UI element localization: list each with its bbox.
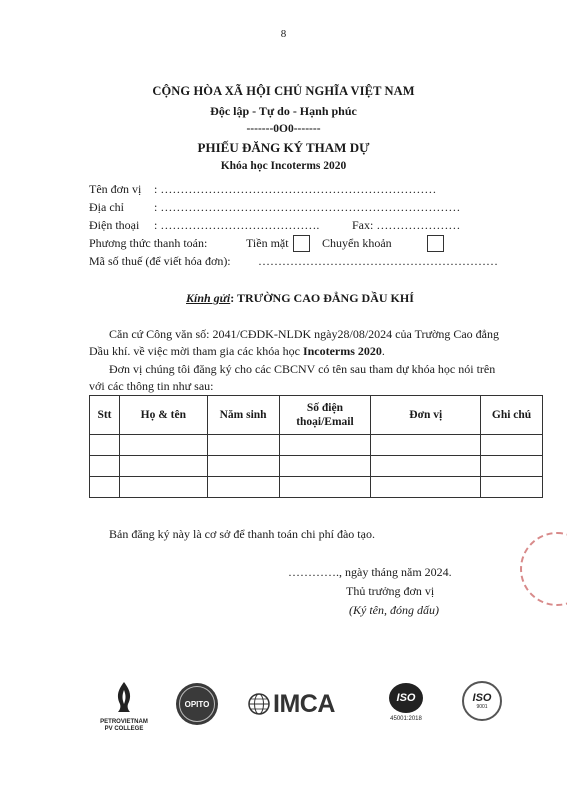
imca-logo (248, 688, 348, 720)
table-cell[interactable] (90, 477, 120, 498)
iso2-caption: 9001 (476, 704, 488, 710)
phone-label: Điện thoại (89, 218, 140, 232)
col-note: Ghi chú (481, 396, 543, 435)
tax-label: Mã số thuế (để viết hóa đơn): (89, 254, 231, 268)
payment-label: Phương thức thanh toán: (89, 236, 208, 250)
table-row (90, 456, 543, 477)
iso2-text: ISO (472, 692, 492, 704)
page-number: 8 (280, 28, 287, 40)
flame-icon (96, 680, 152, 714)
opito-logo (176, 683, 218, 725)
table-cell[interactable] (119, 456, 207, 477)
transfer-checkbox[interactable] (427, 235, 444, 252)
table-cell[interactable] (207, 435, 279, 456)
col-birth-year: Năm sinh (207, 396, 279, 435)
petrovietnam-logo (96, 680, 152, 730)
table-cell[interactable] (90, 456, 120, 477)
table-cell[interactable] (481, 477, 543, 498)
iso-45001-logo (384, 683, 428, 727)
col-unit: Đơn vị (371, 396, 481, 435)
table-cell[interactable] (371, 477, 481, 498)
recipient-line (186, 291, 414, 306)
signature-date: …………., ngày tháng năm 2024. (288, 565, 452, 579)
pv-line2: PV COLLEGE (104, 726, 144, 732)
iso1-caption: 45001:2018 (390, 716, 422, 722)
table-cell[interactable] (119, 435, 207, 456)
table-row (90, 477, 543, 498)
table-cell[interactable] (279, 456, 371, 477)
cash-label: Tiền mặt (246, 236, 289, 250)
payment-note: Bản đăng ký này là cơ sở để thanh toán chi phí đào tạo. (109, 527, 375, 541)
body-p1-line2-pre: Dầu khí. về việc mời tham gia các khóa học (89, 344, 303, 358)
iso-9001-logo (460, 681, 504, 727)
table-row (90, 435, 543, 456)
signature-instruction: (Ký tên, đóng dấu) (349, 603, 439, 617)
table-cell[interactable] (481, 435, 543, 456)
body-p1-line1: Căn cứ Công văn số: 2041/CĐDK-NLDK ngày28/08/2024 của Trường Cao đẳng (109, 327, 499, 341)
globe-icon (248, 693, 270, 715)
motto: Độc lập - Tự do - Hạnh phúc (210, 104, 357, 118)
transfer-label: Chuyển khoản (322, 236, 392, 250)
cash-checkbox[interactable] (293, 235, 310, 252)
col-phone-email: Số điện thoại/Email (279, 396, 371, 435)
unit-value[interactable]: : …………………………………………………………… (154, 182, 437, 196)
table-cell[interactable] (371, 456, 481, 477)
imca-text: IMCA (273, 689, 335, 718)
col-stt: Stt (90, 396, 120, 435)
pv-line1: PETROVIETNAM (100, 719, 148, 725)
recipient-name: : TRƯỜNG CAO ĐẲNG DẦU KHÍ (230, 291, 414, 305)
opito-text: OPITO (184, 699, 210, 709)
table-cell[interactable] (207, 456, 279, 477)
form-title: PHIẾU ĐĂNG KÝ THAM DỰ (197, 140, 370, 155)
body-p1-line2 (89, 344, 385, 359)
body-p2-line1: Đơn vị chúng tôi đăng ký cho các CBCNV có tên sau tham dự khóa học nói trên (109, 362, 496, 376)
table-cell[interactable] (279, 435, 371, 456)
iso1-text: ISO (396, 692, 416, 704)
table-cell[interactable] (207, 477, 279, 498)
body-p2-line2: với các thông tin như sau: (89, 379, 214, 393)
table-header-row (90, 396, 543, 435)
body-p1-course: Incoterms 2020 (302, 344, 382, 358)
separator: -------0O0------- (246, 123, 321, 135)
address-label: Địa chỉ (89, 200, 124, 214)
table-cell[interactable] (90, 435, 120, 456)
registration-table (89, 395, 543, 498)
course-name: Khóa học Incoterms 2020 (220, 160, 347, 172)
address-value[interactable]: : ………………………………………………………………… (154, 200, 461, 214)
nation-title: CỘNG HÒA XÃ HỘI CHỦ NGHĨA VIỆT NAM (152, 84, 415, 98)
col-name: Họ & tên (119, 396, 207, 435)
red-stamp-icon (520, 532, 567, 606)
recipient-prefix: Kính gửi (186, 291, 231, 305)
table-cell[interactable] (279, 477, 371, 498)
body-p1-line2-post: . (381, 344, 385, 358)
table-cell[interactable] (119, 477, 207, 498)
fax-field[interactable]: Fax: ………………… (352, 218, 461, 232)
phone-value[interactable]: : …………………………………. (154, 218, 320, 232)
signature-title: Thủ trưởng đơn vị (346, 584, 435, 598)
unit-label: Tên đơn vị (89, 182, 142, 196)
table-cell[interactable] (371, 435, 481, 456)
tax-value[interactable]: …………………………………………………… (258, 254, 498, 268)
table-cell[interactable] (481, 456, 543, 477)
